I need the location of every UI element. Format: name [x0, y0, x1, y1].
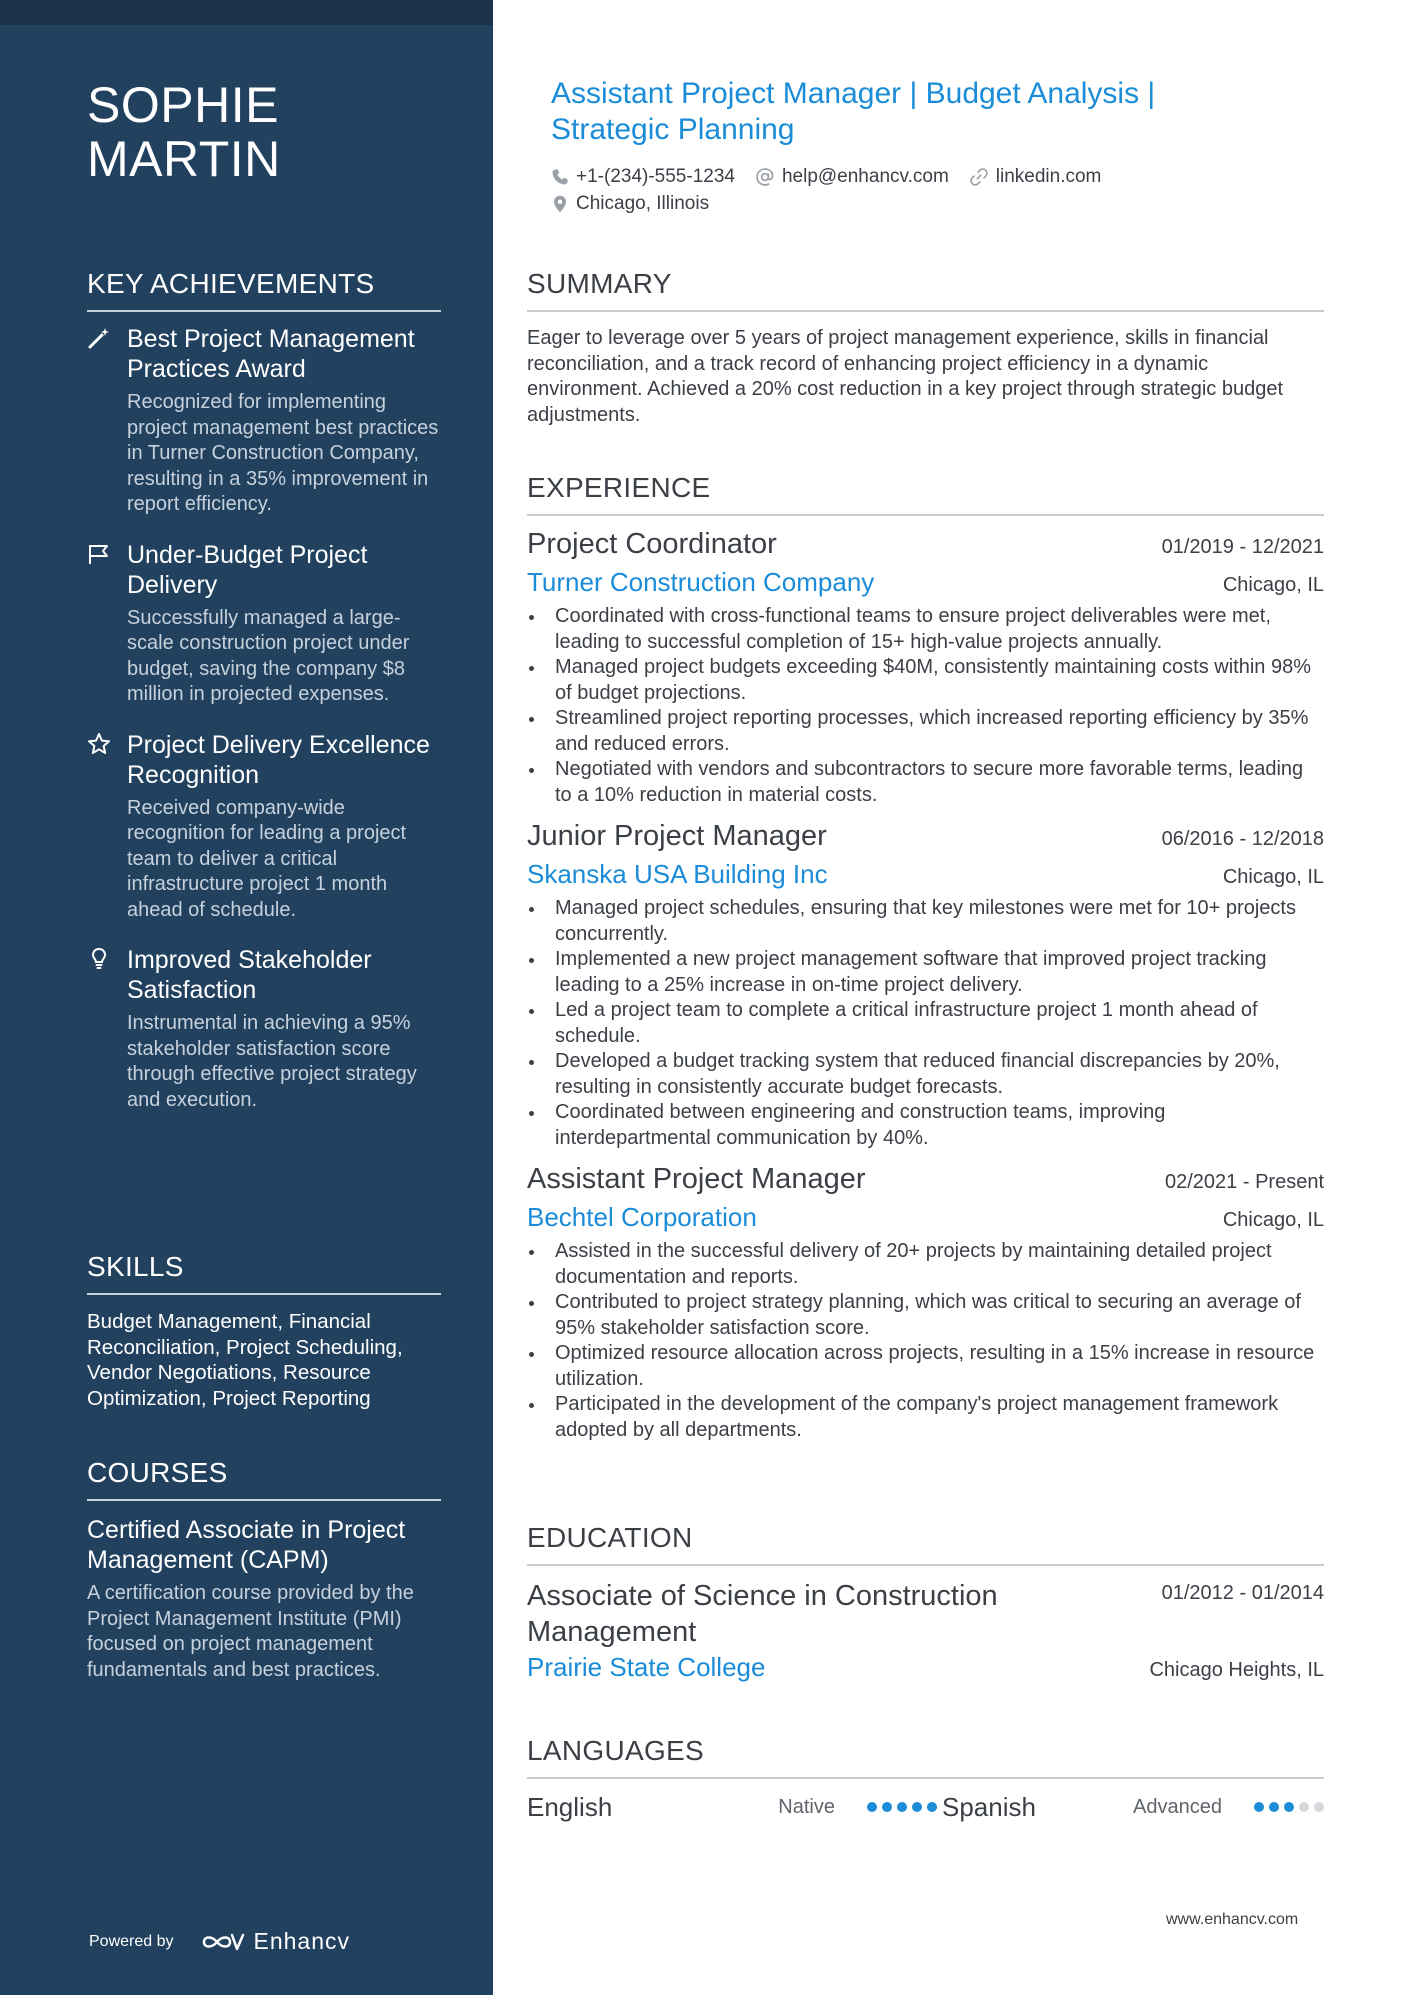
edu-school: Prairie State College [527, 1652, 766, 1682]
rating-dot [1254, 1802, 1264, 1812]
location-text: Chicago, Illinois [576, 193, 710, 214]
job-dates: 01/2019 - 12/2021 [1161, 536, 1324, 558]
job-title: Junior Project Manager [527, 820, 827, 852]
job-entry [527, 820, 1324, 1151]
phone-text: +1-(234)-555-1234 [576, 166, 735, 187]
achievement-title: Improved Stakeholder Satisfaction [127, 946, 372, 1004]
skills-title: SKILLS [87, 1251, 441, 1295]
powered-by-label: Powered by [89, 1932, 174, 1950]
rating-dot [1284, 1802, 1294, 1812]
job-dates: 06/2016 - 12/2018 [1161, 828, 1324, 850]
skills-list: Budget Management, Financial Reconciliation, Project Scheduling, Vendor Negotiations, Resource Optimization, Project Reporting [87, 1310, 403, 1410]
edu-dates: 01/2012 - 01/2014 [1161, 1582, 1324, 1604]
achievement-item [87, 540, 441, 708]
first-name: SOPHIE [87, 77, 279, 133]
achievement-title: Best Project Management Practices Award [127, 325, 415, 383]
bullet-item: Implemented a new project management software that improved project tracking leading to a 25% increase in on-time project delivery. [527, 947, 1324, 998]
experience-title: EXPERIENCE [527, 472, 1324, 516]
achievement-desc: Instrumental in achieving a 95% stakeholder satisfaction score through effective project strategy and execution. [127, 1012, 417, 1111]
achievement-desc: Recognized for implementing project management best practices in Turner Construction Company, resulting in a 35% improvement in report efficiency. [127, 391, 439, 515]
languages-row [527, 1789, 1324, 1825]
bullet-item: Coordinated between engineering and construction teams, improving interdepartmental communication by 40%. [527, 1100, 1324, 1151]
summary-section [527, 268, 1324, 428]
achievement-desc: Received company-wide recognition for leading a project team to deliver a critical infrastructure project 1 month ahead of schedule. [127, 796, 407, 921]
rating-dot [1269, 1802, 1279, 1812]
language-rating [867, 1802, 942, 1812]
course-desc: A certification course provided by the Project Management Institute (PMI) focused on project management fundamentals and best practices. [87, 1582, 414, 1681]
bullet-item: Managed project schedules, ensuring that key milestones were met for 10+ projects concurrently. [527, 896, 1324, 947]
email-text: help@enhancv.com [781, 166, 949, 187]
achievement-item [87, 730, 441, 924]
rating-dot [912, 1802, 922, 1812]
job-company: Turner Construction Company [527, 567, 875, 597]
achievements-title: KEY ACHIEVEMENTS [87, 268, 441, 312]
contact-row [551, 163, 1311, 190]
location-item [551, 190, 709, 217]
job-location: Chicago, IL [1222, 866, 1324, 888]
job-company: Bechtel Corporation [527, 1202, 757, 1232]
job-location: Chicago, IL [1222, 574, 1324, 596]
linkedin-item[interactable] [969, 163, 1102, 190]
language-item [527, 1792, 942, 1823]
achievement-title: Project Delivery Excellence Recognition [127, 730, 430, 789]
at-icon [755, 167, 775, 187]
job-entry [527, 1163, 1324, 1443]
candidate-name [87, 78, 467, 186]
job-entry [527, 528, 1324, 808]
phone-item[interactable] [551, 163, 735, 190]
linkedin-text: linkedin.com [995, 166, 1102, 187]
achievements-section [87, 268, 441, 1113]
bullet-item: Assisted in the successful delivery of 20+ projects by maintaining detailed project documentation and reports. [527, 1239, 1324, 1290]
language-level: Advanced [1133, 1795, 1222, 1818]
headline: Assistant Project Manager | Budget Analysis | Strategic Planning [551, 77, 1156, 146]
experience-section [527, 472, 1324, 1443]
summary-title: SUMMARY [527, 268, 1324, 312]
brand-name: Enhancv [253, 1928, 351, 1954]
bullet-item: Contributed to project strategy planning, which was critical to securing an average of 95% stakeholder satisfaction score. [527, 1290, 1324, 1341]
phone-icon [551, 168, 569, 186]
job-company: Skanska USA Building Inc [527, 859, 828, 889]
rating-dot [927, 1802, 937, 1812]
powered-by [89, 1928, 350, 1955]
rating-dot [1314, 1802, 1324, 1812]
lightbulb-icon [87, 947, 111, 971]
enhancv-logo-icon [200, 1930, 246, 1954]
footer-website[interactable]: www.enhancv.com [1166, 1911, 1299, 1928]
flag-icon [87, 542, 111, 566]
language-name: Spanish [942, 1791, 1036, 1822]
language-level: Native [778, 1795, 835, 1818]
languages-section [527, 1735, 1324, 1825]
bullet-item: Optimized resource allocation across projects, resulting in a 15% increase in resource utilization. [527, 1341, 1324, 1392]
language-item [942, 1792, 1329, 1823]
job-bullets [527, 896, 1324, 1151]
courses-section [87, 1457, 441, 1683]
edu-degree: Associate of Science in Construction Management [527, 1580, 998, 1648]
bullet-item: Streamlined project reporting processes, which increased reporting efficiency by 35% and reduced errors. [527, 706, 1324, 757]
bullet-item: Coordinated with cross-functional teams to ensure project deliverables were met, leading to successful completion of 15+ high-value projects annually. [527, 604, 1324, 655]
rating-dot [1299, 1802, 1309, 1812]
bullet-item: Led a project team to complete a critical infrastructure project 1 month ahead of schedule. [527, 998, 1324, 1049]
contact-row [551, 190, 1311, 217]
education-section [527, 1522, 1324, 1683]
rating-dot [897, 1802, 907, 1812]
language-rating [1254, 1802, 1329, 1812]
bullet-item: Negotiated with vendors and subcontractors to secure more favorable terms, leading to a 10% reduction in material costs. [527, 757, 1324, 808]
job-location: Chicago, IL [1222, 1209, 1324, 1231]
courses-title: COURSES [87, 1457, 441, 1501]
magic-wand-icon [87, 326, 111, 350]
bullet-item: Managed project budgets exceeding $40M, consistently maintaining costs within 98% of budget projections. [527, 655, 1324, 706]
contact-info [551, 163, 1311, 217]
skills-section [87, 1251, 441, 1411]
job-bullets [527, 604, 1324, 808]
job-dates: 02/2021 - Present [1165, 1171, 1324, 1193]
job-title: Project Coordinator [527, 528, 777, 560]
course-title: Certified Associate in Project Management (CAPM) [87, 1516, 406, 1574]
bullet-item: Developed a budget tracking system that reduced financial discrepancies by 20%, resulting in consistently accurate budget forecasts. [527, 1049, 1324, 1100]
star-icon [87, 732, 111, 756]
languages-title: LANGUAGES [527, 1735, 1324, 1779]
last-name: MARTIN [87, 131, 281, 187]
achievement-item [87, 945, 441, 1113]
language-name: English [527, 1791, 613, 1822]
edu-location: Chicago Heights, IL [1149, 1659, 1324, 1681]
sidebar-top-bar [0, 0, 493, 25]
achievement-title: Under-Budget Project Delivery [127, 540, 368, 599]
enhancv-logo[interactable] [200, 1928, 351, 1955]
location-pin-icon [551, 194, 569, 214]
job-title: Assistant Project Manager [527, 1163, 866, 1195]
link-icon [969, 167, 989, 187]
achievement-desc: Successfully managed a large-scale construction project under budget, saving the company $8 million in projected expenses. [127, 606, 410, 705]
job-bullets [527, 1239, 1324, 1443]
summary-text: Eager to leverage over 5 years of project management experience, skills in financial reconciliation, and a track record of enhancing project efficiency in a dynamic environment. Achieved a 20% cost reduction in a key project through strategic budget adjustments. [527, 327, 1284, 426]
achievement-item [87, 324, 441, 518]
email-item[interactable] [755, 163, 949, 190]
rating-dot [867, 1802, 877, 1812]
education-title: EDUCATION [527, 1522, 1324, 1566]
bullet-item: Participated in the development of the company's project management framework adopted by all departments. [527, 1392, 1324, 1443]
rating-dot [882, 1802, 892, 1812]
sidebar [0, 0, 493, 1995]
